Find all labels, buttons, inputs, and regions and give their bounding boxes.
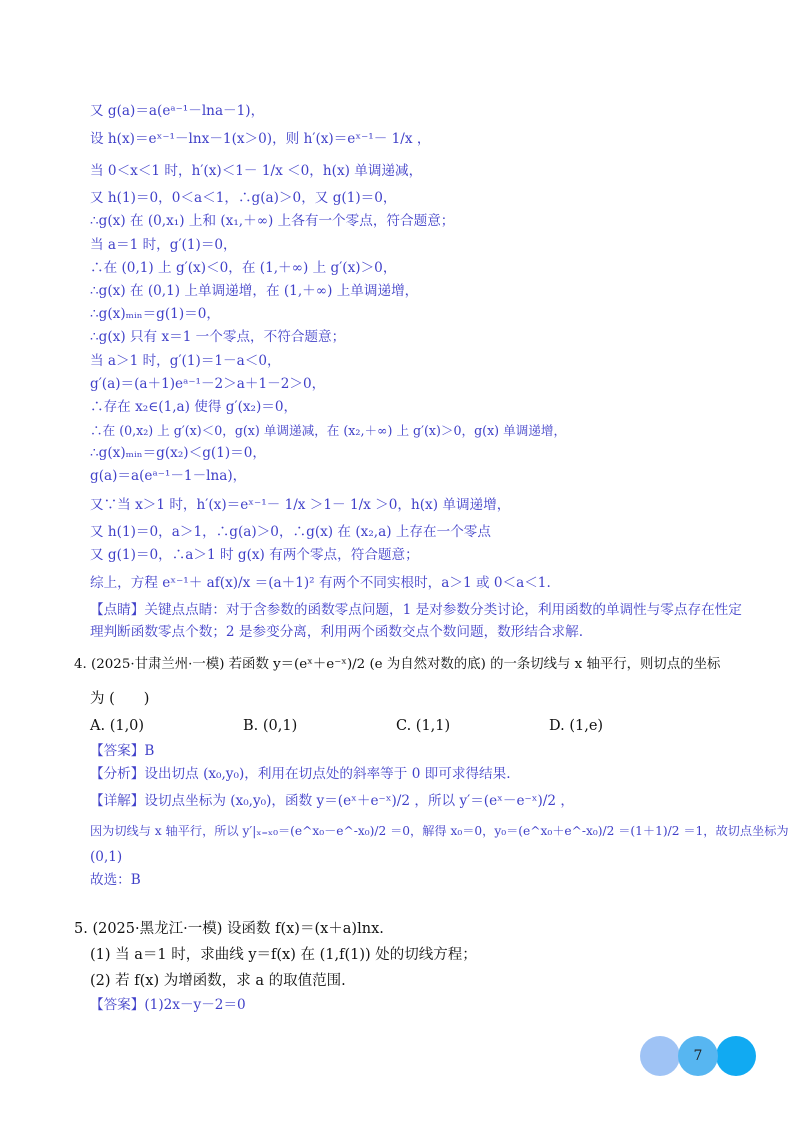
question-stem: 5. (2025·黑龙江·一模) 设函数 f(x)＝(x＋a)lnx. bbox=[74, 921, 384, 937]
question-4 bbox=[74, 652, 789, 892]
badge-circle bbox=[716, 1036, 756, 1076]
page-number-badge bbox=[640, 1036, 760, 1076]
option-d: D. (1,e) bbox=[549, 718, 604, 734]
solution-line: ∴在 (0,1) 上 g′(x)＜0，在 (1,＋∞) 上 g′(x)＞0， bbox=[90, 259, 397, 276]
option-c: C. (1,1) bbox=[396, 718, 451, 734]
question-part: (2) 若 f(x) 为增函数，求 a 的取值范围. bbox=[90, 973, 346, 989]
solution-block bbox=[90, 100, 750, 643]
solution-line: ∴存在 x₂∈(1,a) 使得 g′(x₂)＝0， bbox=[90, 398, 298, 415]
solution-line: ∴g(x) 在 (0,x₁) 上和 (x₁,＋∞) 上各有一个零点，符合题意； bbox=[90, 213, 455, 230]
answer: 【答案】(1)2x－y－2＝0 bbox=[90, 997, 246, 1013]
analysis: 【分析】设出切点 (x₀,y₀)，利用在切点处的斜率等于 0 即可求得结果. bbox=[90, 766, 511, 782]
solution-line: 当 0＜x＜1 时，h′(x)＜1－ 1/x ＜0，h(x) 单调递减， bbox=[90, 163, 423, 180]
solution-line: 当 a＞1 时，g′(1)＝1－a＜0， bbox=[90, 352, 281, 369]
solution-line: 又 h(1)＝0，a＞1，∴g(a)＞0，∴g(x) 在 (x₂,a) 上存在一个零点 bbox=[90, 523, 491, 540]
solution-line: ∴在 (0,x₂) 上 g′(x)＜0，g(x) 单调递减，在 (x₂,＋∞) 上 g′(x)＞0，g(x) 单调递增， bbox=[90, 423, 567, 439]
solution-line: 设 h(x)＝eˣ⁻¹－lnx－1(x＞0)，则 h′(x)＝eˣ⁻¹－ 1/x ， bbox=[90, 131, 431, 148]
solution-line: 又 h(1)＝0，0＜a＜1，∴g(a)＞0，又 g(1)＝0， bbox=[90, 190, 397, 207]
solution-line: 当 a＝1 时，g′(1)＝0， bbox=[90, 236, 237, 253]
solution-line: ∴g(x) 只有 x＝1 一个零点，不符合题意； bbox=[90, 329, 346, 346]
question-stem: 4. (2025·甘肃兰州·一模) 若函数 y＝(eˣ＋e⁻ˣ)/2 (e 为自然对数的底) 的一条切线与 x 轴平行，则切点的坐标 bbox=[74, 657, 721, 672]
options-row bbox=[74, 718, 754, 734]
key-point-note: 【点睛】关键点点睛：对于含参数的函数零点问题，1 是对参数分类讨论，利用函数的单调性与零点存在性定理判断函数零点个数；2 是参变分离，利用两个函数交点个数问题，数形结合求解. bbox=[90, 602, 742, 640]
solution-line: ∴g(x)ₘᵢₙ＝g(1)＝0， bbox=[90, 306, 220, 323]
solution-line: ∴g(x)ₘᵢₙ＝g(x₂)＜g(1)＝0， bbox=[90, 445, 266, 462]
solution-line: 又∵当 x＞1 时，h′(x)＝eˣ⁻¹－ 1/x ＞1－ 1/x ＞0，h(x) 单调递增， bbox=[90, 496, 511, 513]
question-stem: 为 ( ) bbox=[90, 691, 150, 707]
badge-circle bbox=[640, 1036, 680, 1076]
solution-line: 又 g(a)＝a(eᵃ⁻¹－lna－1)， bbox=[90, 103, 265, 119]
solution-line: g′(a)＝(a＋1)eᵃ⁻¹－2＞a＋1－2＞0， bbox=[90, 375, 326, 392]
detail: (0,1) bbox=[90, 849, 123, 865]
solution-line: 综上，方程 eˣ⁻¹＋ af(x)/x ＝(a＋1)² 有两个不同实根时，a＞1 或 0＜a＜1. bbox=[90, 575, 551, 591]
final-choice: 故选：B bbox=[90, 872, 141, 888]
answer: 【答案】B bbox=[90, 743, 155, 759]
option-a: A. (1,0) bbox=[90, 718, 145, 734]
detail: 因为切线与 x 轴平行，所以 y′|ₓ₌ₓ₀＝(e^x₀－e^-x₀)/2 ＝0，解得 x₀＝0，y₀＝(e^x₀＋e^-x₀)/2 ＝(1＋1)/2 ＝1，故切点坐标为 bbox=[90, 824, 789, 838]
question-part: (1) 当 a＝1 时，求曲线 y＝f(x) 在 (1,f(1)) 处的切线方程； bbox=[90, 947, 477, 963]
question-5 bbox=[74, 916, 754, 1017]
solution-line: ∴g(x) 在 (0,1) 上单调递增，在 (1,＋∞) 上单调递增， bbox=[90, 282, 419, 299]
solution-line: g(a)＝a(eᵃ⁻¹－1－lna)， bbox=[90, 468, 247, 485]
option-b: B. (0,1) bbox=[243, 718, 298, 734]
page-number: 7 bbox=[693, 1048, 703, 1064]
solution-line: 又 g(1)＝0，∴a＞1 时 g(x) 有两个零点，符合题意； bbox=[90, 546, 419, 563]
detail: 【详解】设切点坐标为 (x₀,y₀)，函数 y＝(eˣ＋e⁻ˣ)/2 ，所以 y′＝(eˣ－e⁻ˣ)/2 ， bbox=[90, 793, 574, 809]
